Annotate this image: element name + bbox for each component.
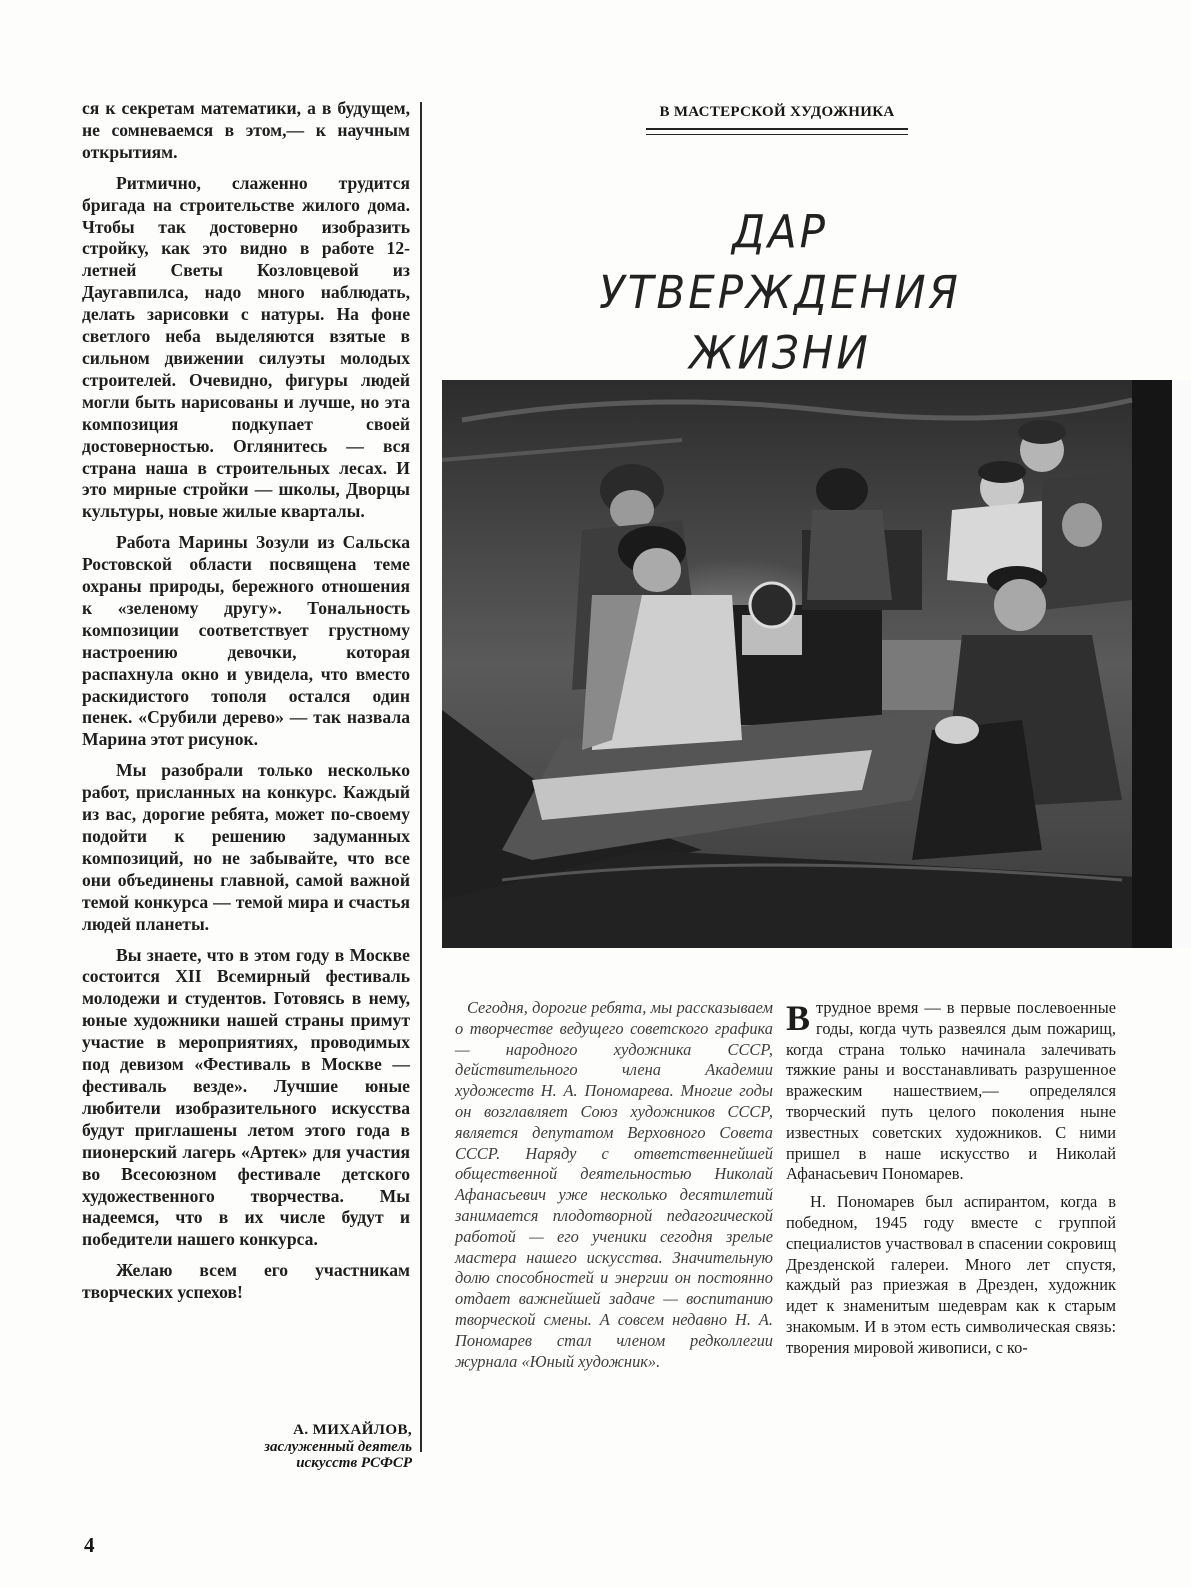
column-divider <box>420 102 422 1452</box>
paragraph: Н. Пономарев был аспирантом, когда в победном, 1945 году вместе с группой специалистов участвовал в спасении сокровищ Дрезденской галереи. Много лет спустя, каждый раз приезжая в Дрезден, художник идет к знаменитым шедеврам как к старым знакомым. И в этом есть символическая связь: творения мировой живописи, с ко- <box>786 1192 1116 1357</box>
intro-text: Сегодня, дорогие ребята, мы рассказываем о творчестве ведущего советского графика — народного художника СССР, действительного члена Академии художеств Н. А. Пономарева. Многие годы он возглавляет Союз художников СССР, является депутатом Верховного Совета СССР. Наряду с ответственнейшей общественной деятельностью Николай Афанасьевич уже несколько десятилетий занимается плодотворной педагогической работой — его ученики сегодня зрелые мастера нашего искусства. Значительную долю способностей и энергии он постоянно отдает важнейшей задаче — воспитанию творческой смены. А совсем недавно Н. А. Пономарев стал членом редколлегии журнала «Юный художник». <box>455 998 773 1371</box>
headline-line: ДАР УТВЕРЖДЕНИЯ <box>599 205 961 319</box>
headline-line: ЖИЗНИ <box>689 326 871 380</box>
author-title: искусств РСФСР <box>296 1455 412 1471</box>
paragraph: Желаю всем его участникам творческих успехов! <box>82 1260 410 1303</box>
author-name: А. МИХАЙЛОВ, <box>293 1422 412 1438</box>
painting-reproduction <box>442 380 1191 948</box>
article-body <box>786 998 1116 1366</box>
paragraph: Мы разобрали только несколько работ, присланных на конкурс. Каждый из вас, дорогие ребята, может по-своему подойти к решению задуманных композиций, но не забывайте, что все они объединены главной, самой важной темой конкурса — темой мира и счастья людей планеты. <box>82 760 410 934</box>
author-signature <box>210 1422 412 1472</box>
page-number: 4 <box>84 1533 95 1557</box>
rubric-underline <box>646 128 908 135</box>
paragraph-text: трудное время — в первые послевоенные годы, когда чуть развеялся дым пожарищ, когда страна только начинала залечивать тяжкие раны и восстанавливать разрушенное вражеским нашествием,— определялся творческий путь целого поколения ныне известных советских художников. С ними пришел в наше искусство и Николай Афанасьевич Пономарев. <box>786 998 1116 1184</box>
paragraph: Ритмично, слаженно трудится бригада на строительстве жилого дома. Чтобы так достоверно изобразить стройку, как это видно в работе 12-летней Светы Козловцевой из Даугавпилса, надо много наблюдать, делать зарисовки с натуры. На фоне светлого неба выделяются взятые в сильном движении силуэты молодых строителей. Очевидно, фигуры людей могли быть нарисованы и лучше, но эта композиция подкупает своей достоверностью. Оглянитесь — вся страна наша в строительных лесах. И это мирные стройки — школы, Дворцы культуры, новые жилые кварталы. <box>82 172 410 522</box>
article-headline <box>560 202 1000 383</box>
paragraph: Вы знаете, что в этом году в Москве состоится XII Всемирный фестиваль молодежи и студентов. Готовясь в нему, юные художники нашей страны примут участие в мероприятиях, проводимых под девизом «Фестиваль в Москве — фестиваль везде». Лучшие юные любители изобразительного искусства будут приглашены летом этого года в пионерский лагерь «Артек» для участия во Всесоюзном фестивале детского художественного творчества. Мы надеемся, что в их числе будут и победители нашего конкурса. <box>82 944 410 1250</box>
paragraph <box>786 998 1116 1185</box>
painting-illustration <box>442 380 1191 948</box>
paragraph: Работа Марины Зозули из Сальска Ростовской области посвящена теме охраны природы, бережного отношения к «зеленому другу». Тональность композиции соответствует грустному настроению девочки, которая распахнула окно и увидела, что вместо раскидистого тополя остался один пенек. «Срубили дерево» — так назвала Марина этот рисунок. <box>82 532 410 750</box>
author-title: заслуженный деятель <box>264 1438 412 1455</box>
paragraph: ся к секретам математики, а в будущем, не сомневаемся в этом,— к научным открытиям. <box>82 98 410 162</box>
drop-cap: В <box>786 998 811 1038</box>
left-column-text <box>82 98 410 1313</box>
section-rubric: В МАСТЕРСКОЙ ХУДОЖНИКА <box>659 104 895 120</box>
